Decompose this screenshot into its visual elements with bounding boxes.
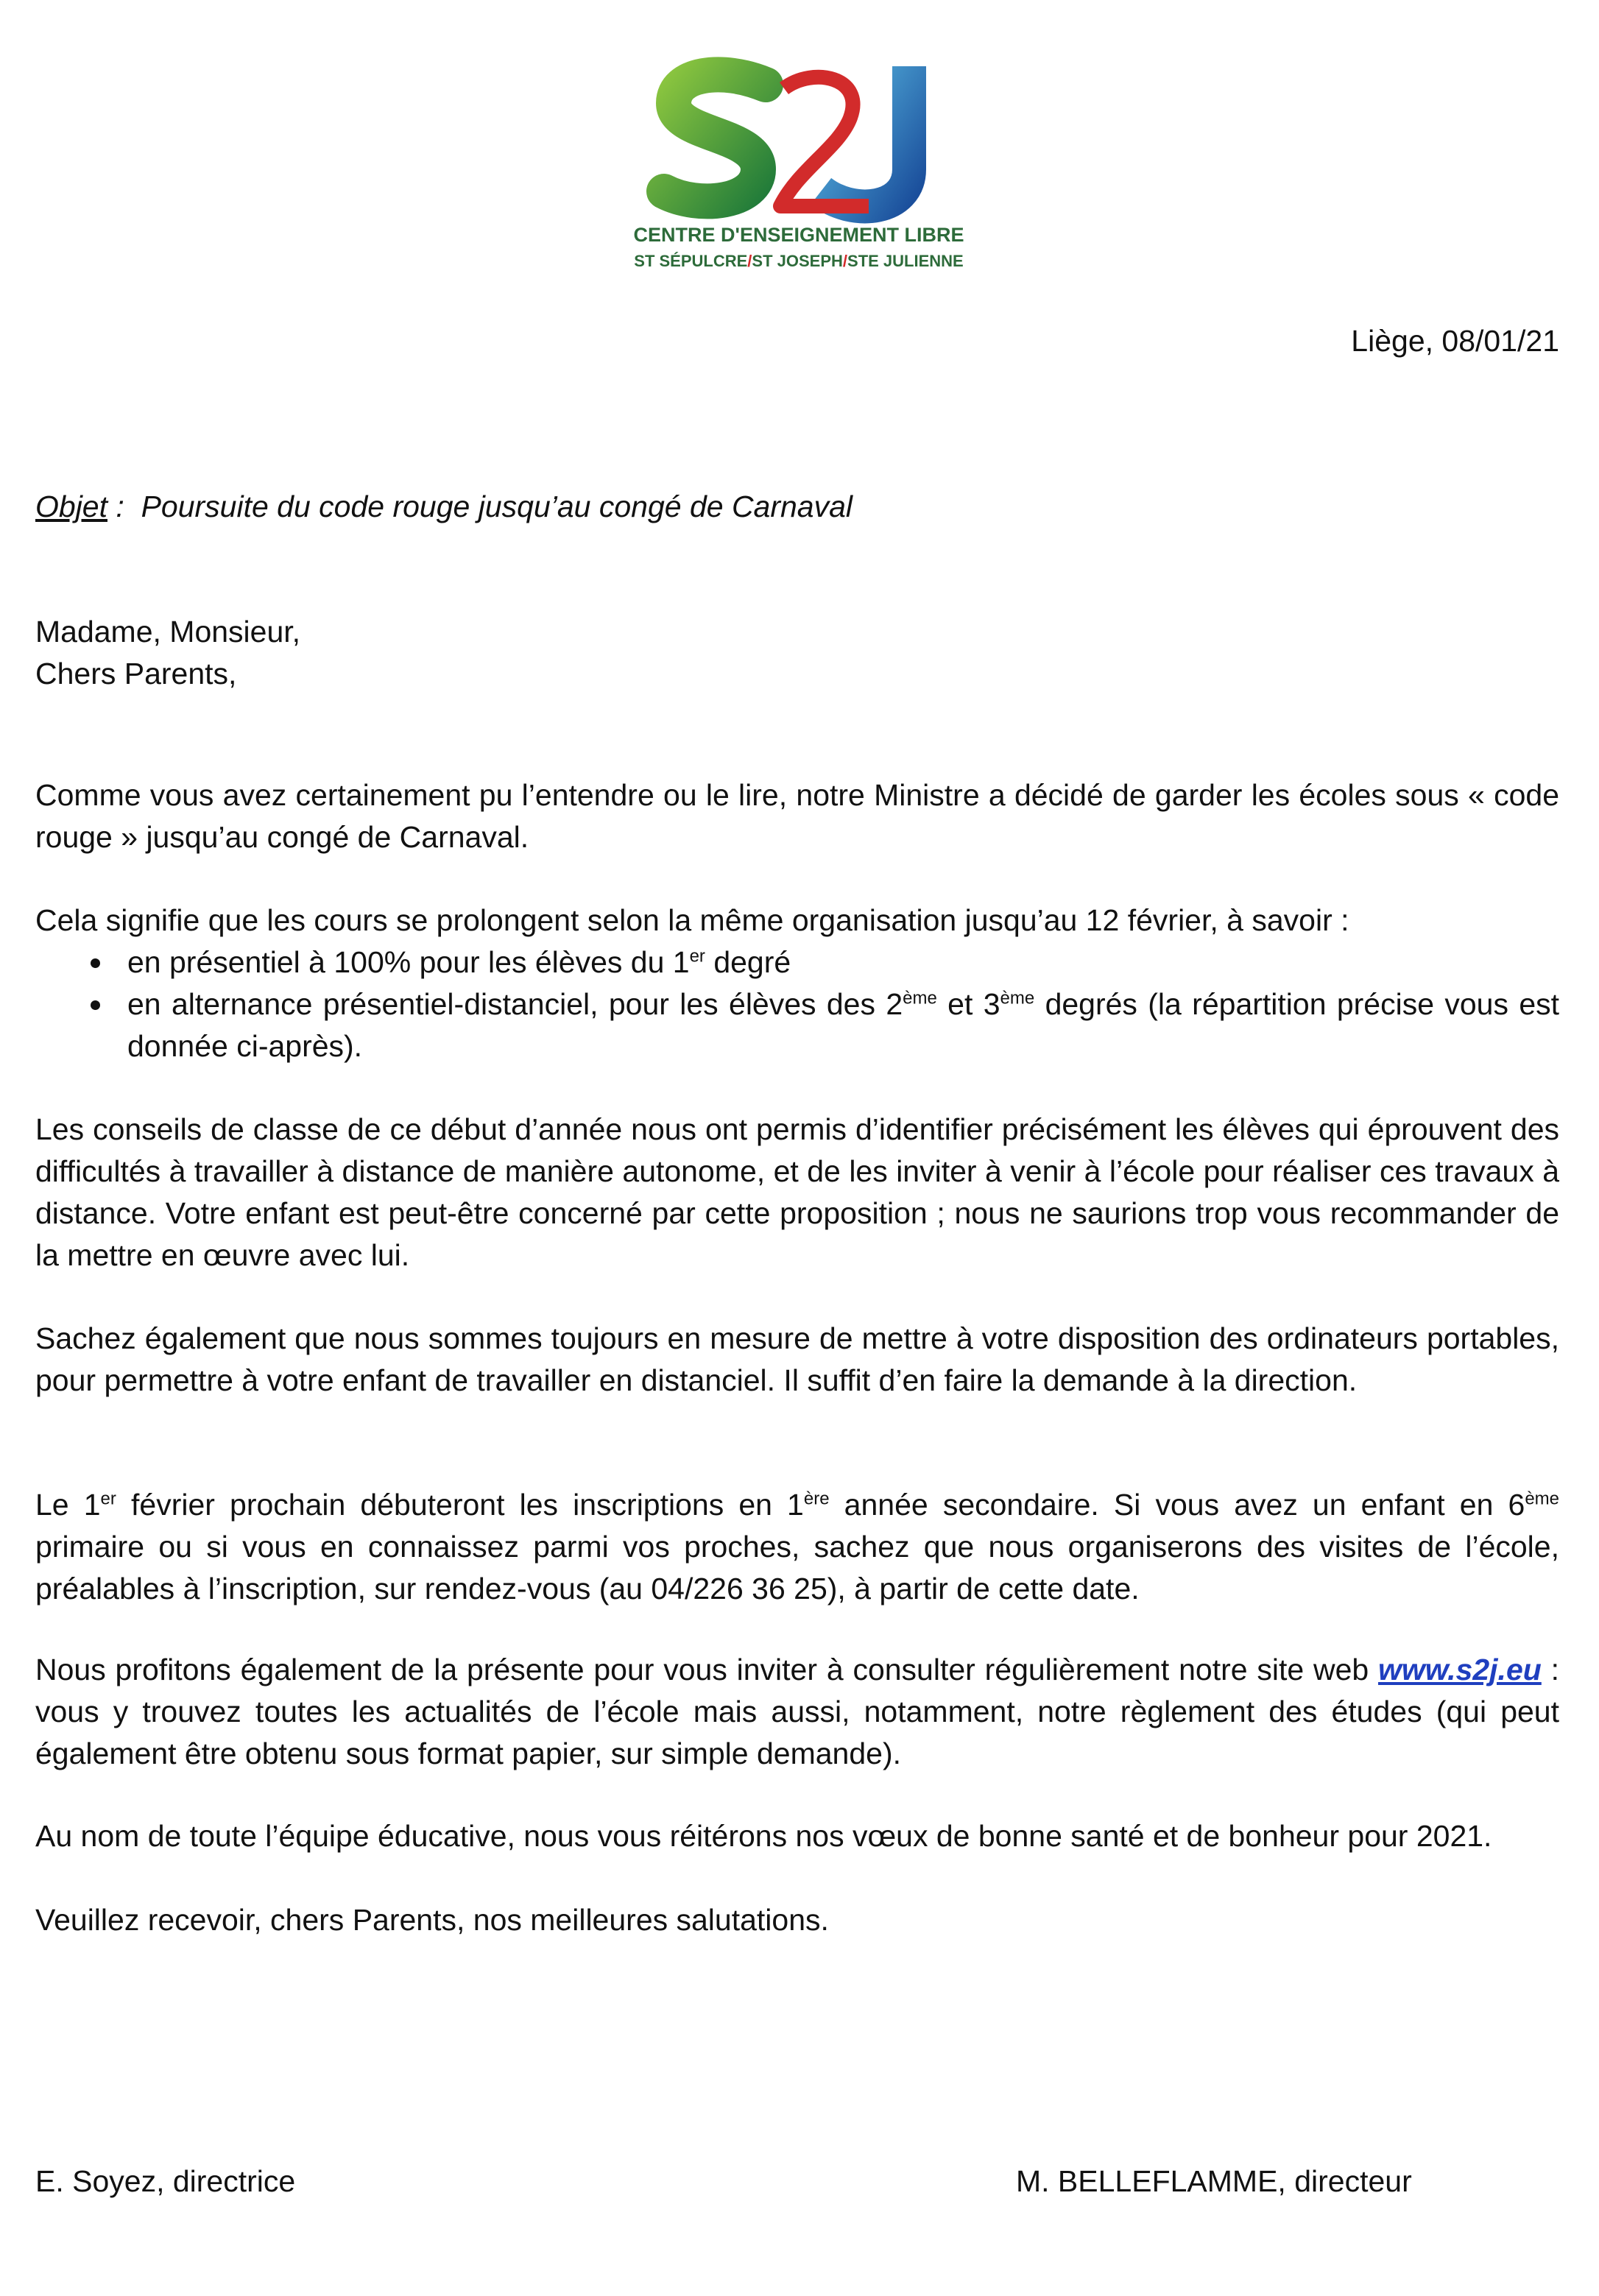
paragraph-5-sup-3: ème: [1525, 1488, 1559, 1509]
subject-label: Objet: [35, 490, 107, 523]
subject-line: [35, 486, 853, 528]
greeting-line2: Chers Parents,: [35, 657, 237, 690]
bullet-icon: [91, 1000, 100, 1010]
greeting: [35, 611, 300, 695]
subject-text: Poursuite du code rouge jusqu’au congé de Carnaval: [141, 490, 853, 523]
paragraph-4-text: Sachez également que nous sommes toujours en mesure de mettre à votre disposition des ordinateurs portables, pour permettre à votre enfant de travailler en distanciel. Il suffit d’en faire la demande à la direction.: [35, 1321, 1559, 1397]
paragraph-4: [35, 1318, 1559, 1402]
paragraph-6-a: Nous profitons également de la présente pour vous inviter à consulter régulièrement notre site web: [35, 1653, 1379, 1686]
paragraph-5-d: primaire ou si vous en connaissez parmi vos proches, sachez que nous organiserons des visites de l’école, préalables à l’inscription, sur rendez-vous (au 04/226 36 25), à partir de cette date.: [35, 1530, 1559, 1606]
bullet-2-sup-1: ème: [903, 988, 937, 1009]
logo-line2: ST SÉPULCRE/ST JOSEPH/STE JULIENNE: [634, 252, 964, 270]
paragraph-8-text: Veuillez recevoir, chers Parents, nos meilleures salutations.: [35, 1903, 829, 1937]
paragraph-2: [35, 900, 1559, 1067]
signature-left: E. Soyez, directrice: [35, 2164, 296, 2198]
bullet-icon: [91, 958, 100, 968]
logo-line1: CENTRE D'ENSEIGNEMENT LIBRE: [633, 224, 964, 246]
letter-date: Liège, 08/01/21: [1351, 324, 1559, 358]
bullet-1-sup: er: [689, 946, 705, 967]
paragraph-8: [35, 1899, 1559, 1941]
website-link[interactable]: www.s2j.eu: [1378, 1653, 1542, 1686]
logo-line2-c: STE JULIENNE: [847, 252, 964, 270]
bullet-2-sup-2: ème: [1000, 988, 1035, 1009]
bullet-1-text-a: en présentiel à 100% pour les élèves du 1: [127, 945, 690, 979]
paragraph-1-text: Comme vous avez certainement pu l’entendre ou le lire, notre Ministre a décidé de garder les écoles sous « code rouge » jusqu’au congé de Carnaval.: [35, 778, 1559, 854]
paragraph-6-text: [35, 1649, 1559, 1775]
paragraph-1: [35, 774, 1559, 858]
bullet-item-2: [35, 983, 1559, 1067]
paragraph-5-c: année secondaire. Si vous avez un enfant en 6: [829, 1488, 1525, 1522]
logo-line2-b: ST JOSEPH: [752, 252, 843, 270]
paragraph-2-intro: Cela signifie que les cours se prolongent selon la même organisation jusqu’au 12 février, à savoir :: [35, 903, 1349, 937]
paragraph-5-a: Le 1: [35, 1488, 101, 1522]
bullet-list: [35, 942, 1559, 1067]
paragraph-6: [35, 1649, 1559, 1775]
greeting-line1: Madame, Monsieur,: [35, 615, 301, 649]
paragraph-7: [35, 1815, 1559, 1857]
bullet-2-text-b: et 3: [936, 987, 1000, 1021]
bullet-item-1: [35, 942, 1559, 983]
school-logo: [633, 59, 964, 280]
paragraph-3-text: Les conseils de classe de ce début d’année nous ont permis d’identifier précisément les élèves qui éprouvent des difficultés à travailler à distance de manière autonome, et de les inviter à venir à l’école pour réaliser ces travaux à distance. Votre enfant est peut-être concerné par cette proposition ; nous ne saurions trop vous recommander de la mettre en œuvre avec lui.: [35, 1112, 1559, 1272]
subject-separator: :: [107, 490, 141, 523]
paragraph-7-text: Au nom de toute l’équipe éducative, nous vous réitérons nos vœux de bonne santé et de bonheur pour 2021.: [35, 1819, 1492, 1853]
bullet-2-text-a: en alternance présentiel-distanciel, pour les élèves des 2: [127, 987, 903, 1021]
paragraph-5-text: [35, 1484, 1559, 1610]
paragraph-5-b: février prochain débuteront les inscriptions en 1: [116, 1488, 804, 1522]
bullet-2-text-c: degrés (la répartition précise vous est donnée ci-après).: [127, 987, 1560, 1063]
s2j-logo-graphic: [633, 59, 964, 280]
paragraph-5-sup-2: ère: [803, 1488, 830, 1509]
paragraph-6-b: : vous y trouvez toutes les actualités de l’école mais aussi, notamment, notre règlement des études (qui peut également être obtenu sous format papier, sur simple demande).: [35, 1653, 1559, 1770]
paragraph-5: [35, 1484, 1559, 1610]
paragraph-5-sup-1: er: [100, 1488, 116, 1509]
logo-line2-a: ST SÉPULCRE: [634, 252, 748, 270]
paragraph-3: [35, 1109, 1559, 1276]
signature-right: M. BELLEFLAMME, directeur: [1016, 2164, 1412, 2198]
bullet-1-text-b: degré: [705, 945, 791, 979]
